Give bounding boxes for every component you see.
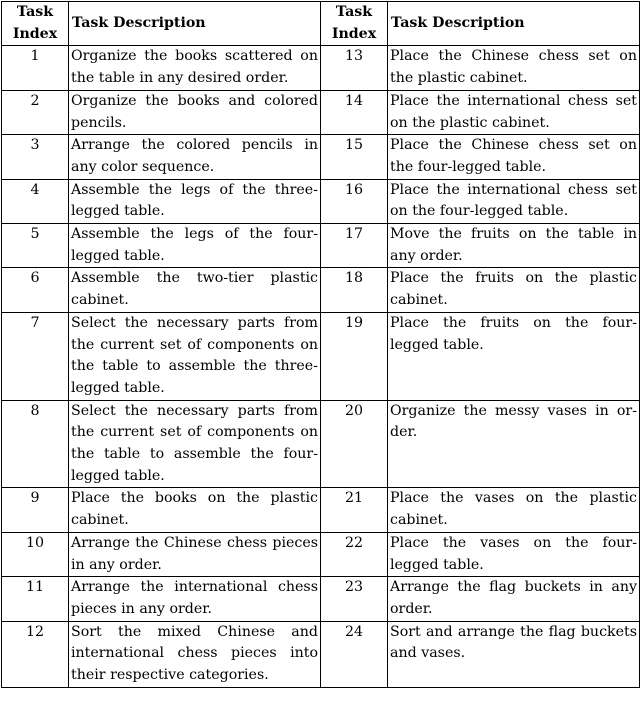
task-index-right: 17 [321, 224, 388, 268]
task-index-left: 10 [2, 532, 69, 576]
task-index-left: 12 [2, 621, 69, 687]
header-task-index-line2: Index [331, 25, 377, 42]
task-description-left: Sort the mixed Chinese and international chess pieces into their respective categories. [69, 621, 321, 687]
task-index-right: 18 [321, 268, 388, 312]
task-description-right: Arrange the flag buckets in any order. [388, 577, 640, 621]
table-row [2, 224, 640, 268]
header-task-index-right [321, 2, 388, 46]
header-row [2, 2, 640, 46]
task-description-right: Place the Chinese chess set on the plastic cabinet. [388, 46, 640, 90]
task-index-left: 9 [2, 488, 69, 532]
task-index-left: 2 [2, 90, 69, 134]
task-description-left: Place the books on the plastic cabinet. [69, 488, 321, 532]
task-index-right: 19 [321, 312, 388, 400]
header-task-index-left [2, 2, 69, 46]
table-row [2, 577, 640, 621]
task-description-right: Place the international chess set on the four-legged table. [388, 179, 640, 223]
task-description-right: Place the international chess set on the plastic cabinet. [388, 90, 640, 134]
task-description-left: Assemble the legs of the four-legged table. [69, 224, 321, 268]
task-index-left: 7 [2, 312, 69, 400]
table-row [2, 400, 640, 488]
task-description-right: Place the vases on the plastic cabinet. [388, 488, 640, 532]
task-description-right: Place the fruits on the four-legged table. [388, 312, 640, 400]
task-description-right: Sort and arrange the flag buckets and vases. [388, 621, 640, 687]
task-description-left: Organize the books and colored pencils. [69, 90, 321, 134]
table-row [2, 135, 640, 179]
task-description-right: Organize the messy vases in order. [388, 400, 640, 488]
header-task-index-line1: Task [16, 4, 54, 20]
task-index-left: 4 [2, 179, 69, 223]
header-task-index-line1: Task [335, 4, 373, 20]
task-table [1, 1, 640, 688]
table-row [2, 312, 640, 400]
task-description-left: Assemble the legs of the three-legged table. [69, 179, 321, 223]
task-index-right: 22 [321, 532, 388, 576]
task-description-left: Arrange the international chess pieces in any order. [69, 577, 321, 621]
task-description-left: Arrange the colored pencils in any color sequence. [69, 135, 321, 179]
task-description-left: Assemble the two-tier plastic cabinet. [69, 268, 321, 312]
task-index-left: 1 [2, 46, 69, 90]
header-task-description-right: Task Description [388, 2, 640, 46]
task-description-left: Organize the books scattered on the table in any desired order. [69, 46, 321, 90]
table-row [2, 268, 640, 312]
task-index-right: 21 [321, 488, 388, 532]
task-index-right: 20 [321, 400, 388, 488]
table-row [2, 532, 640, 576]
task-description-right: Place the fruits on the plastic cabinet. [388, 268, 640, 312]
task-description-left: Select the necessary parts from the current set of components on the table to assemble the three-legged table. [69, 312, 321, 400]
task-index-right: 16 [321, 179, 388, 223]
task-index-right: 23 [321, 577, 388, 621]
task-index-left: 11 [2, 577, 69, 621]
task-index-left: 3 [2, 135, 69, 179]
task-index-right: 24 [321, 621, 388, 687]
table-row [2, 179, 640, 223]
task-description-right: Move the fruits on the table in any order. [388, 224, 640, 268]
header-task-index-line2: Index [12, 25, 58, 42]
task-description-left: Select the necessary parts from the current set of components on the table to assemble the four-legged table. [69, 400, 321, 488]
table-row [2, 46, 640, 90]
header-task-description-left: Task Description [69, 2, 321, 46]
table-row [2, 90, 640, 134]
task-index-right: 15 [321, 135, 388, 179]
task-body [2, 46, 640, 687]
task-index-left: 5 [2, 224, 69, 268]
task-index-right: 13 [321, 46, 388, 90]
table-row [2, 488, 640, 532]
task-index-left: 8 [2, 400, 69, 488]
table-row [2, 621, 640, 687]
task-description-left: Arrange the Chinese chess pieces in any order. [69, 532, 321, 576]
task-index-right: 14 [321, 90, 388, 134]
task-description-right: Place the vases on the four-legged table. [388, 532, 640, 576]
task-index-left: 6 [2, 268, 69, 312]
task-description-right: Place the Chinese chess set on the four-legged table. [388, 135, 640, 179]
